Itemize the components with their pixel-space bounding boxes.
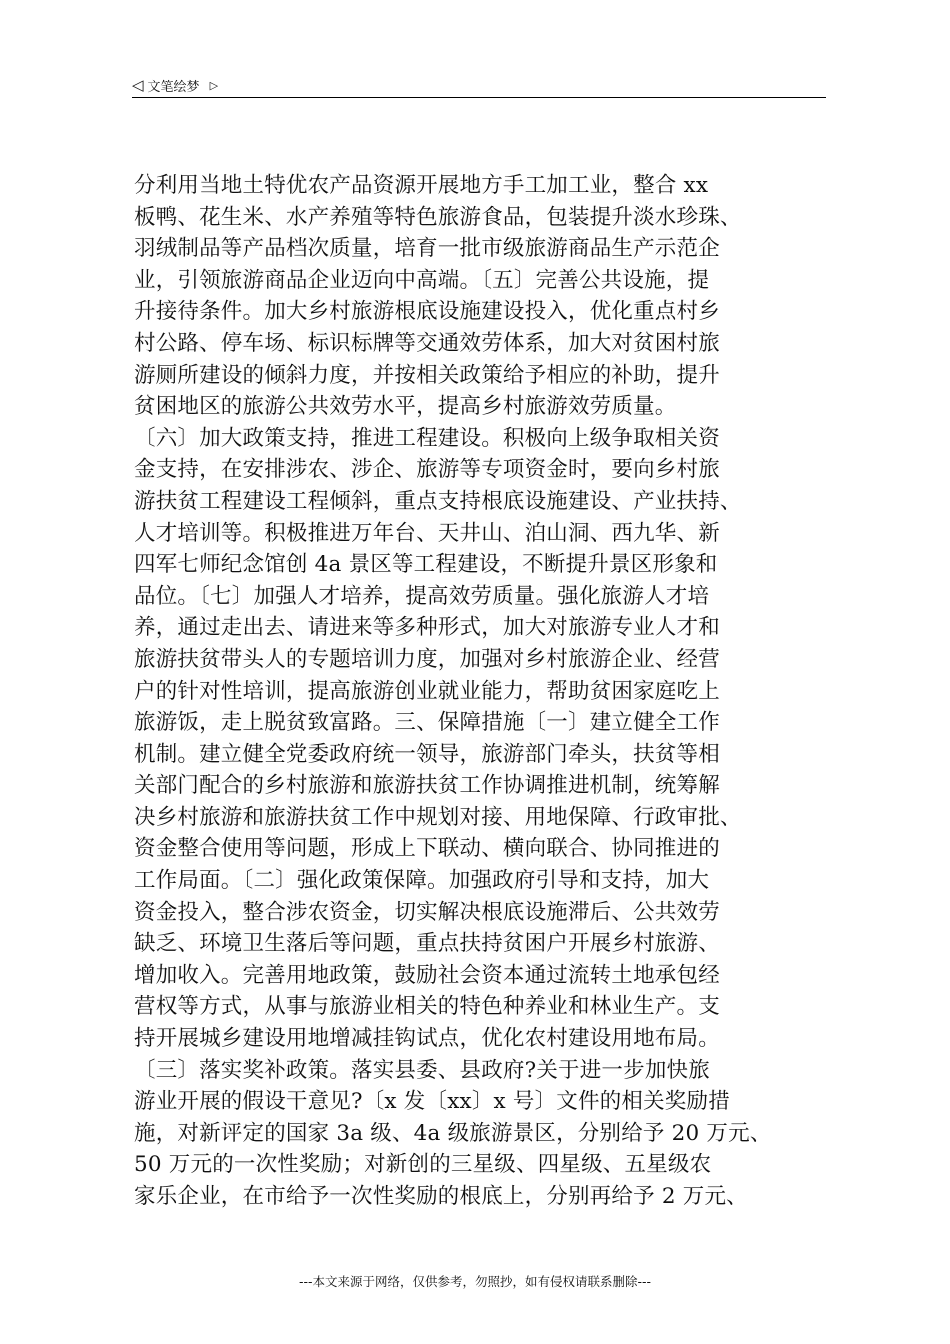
text-line: 关部门配合的乡村旅游和旅游扶贫工作协调推进机制，统筹解	[134, 773, 720, 799]
text-line: 养，通过走出去、请进来等多种形式，加大对旅游专业人才和	[134, 615, 720, 641]
text-line: 缺乏、环境卫生落后等问题，重点扶持贫困户开展乡村旅游、	[134, 931, 720, 957]
text-line: 户的针对性培训，提高旅游创业就业能力，帮助贫困家庭吃上	[134, 678, 720, 704]
text-line: 游业开展的假设干意见?〔x 发〔xx〕x 号〕文件的相关奖励措	[134, 1089, 730, 1115]
source-disclaimer: ---本文来源于网络，仅供参考，勿照抄，如有侵权请联系删除---	[298, 1274, 652, 1289]
text-line: 增加收入。完善用地政策，鼓励社会资本通过流转土地承包经	[134, 962, 720, 988]
text-line: 羽绒制品等产品档次质量，培育一批市级旅游商品生产示范企	[134, 236, 720, 262]
text-line: 〔六〕加大政策支持，推进工程建设。积极向上级争取相关资	[134, 425, 720, 451]
page-header	[132, 74, 826, 96]
text-line: 家乐企业，在市给予一次性奖励的根底上，分别再给予 2 万元、	[134, 1184, 748, 1209]
text-line: 业，引领旅游商品企业迈向中高端。〔五〕完善公共设施，提	[134, 267, 710, 293]
text-line: 资金投入，整合涉农资金，切实解决根底设施滞后、公共效劳	[134, 899, 720, 925]
document-body	[134, 170, 834, 1213]
text-line: 旅游饭，走上脱贫致富路。三、保障措施〔一〕建立健全工作	[134, 710, 720, 736]
text-line: 游扶贫工程建设工程倾斜，重点支持根底设施建设、产业扶持、	[134, 488, 742, 514]
text-line: 人才培训等。积极推进万年台、天井山、泊山洞、西九华、新	[134, 520, 720, 546]
text-line: 50 万元的一次性奖励；对新创的三星级、四星级、五星级农	[134, 1152, 712, 1178]
header-brand: 文笔绘梦	[147, 79, 200, 95]
text-line: 游厕所建设的倾斜力度，并按相关政策给予相应的补助，提升	[134, 362, 720, 388]
text-line: 持开展城乡建设用地增减挂钩试点，优化农村建设用地布局。	[134, 1026, 720, 1052]
text-line: 〔三〕落实奖补政策。落实县委、县政府?关于进一步加快旅	[134, 1057, 710, 1083]
text-line: 板鸭、花生米、水产养殖等特色旅游食品，包装提升淡水珍珠、	[134, 204, 742, 230]
text-line: 决乡村旅游和旅游扶贫工作中规划对接、用地保障、行政审批、	[134, 804, 742, 830]
text-line: 施，对新评定的国家 3a 级、4a 级旅游景区，分别给予 20 万元、	[134, 1120, 772, 1146]
text-line: 四军七师纪念馆创 4a 景区等工程建设，不断提升景区形象和	[134, 552, 718, 578]
text-line: 品位。〔七〕加强人才培养，提高效劳质量。强化旅游人才培	[134, 583, 710, 609]
triangle-left-icon: ◁	[132, 75, 144, 94]
text-line: 工作局面。〔二〕强化政策保障。加强政府引导和支持，加大	[134, 868, 710, 894]
text-line: 金支持，在安排涉农、涉企、旅游等专项资金时，要向乡村旅	[134, 457, 720, 483]
text-line: 资金整合使用等问题，形成上下联动、横向联合、协同推进的	[134, 836, 720, 862]
header-divider	[132, 97, 826, 98]
text-line: 机制。建立健全党委政府统一领导，旅游部门牵头，扶贫等相	[134, 741, 720, 767]
text-line: 营权等方式，从事与旅游业相关的特色种养业和林业生产。支	[134, 994, 720, 1020]
text-line: 分利用当地土特优农产品资源开展地方手工加工业，整合 xx	[134, 173, 709, 198]
triangle-right-icon: ▷	[209, 78, 219, 92]
text-line: 升接待条件。加大乡村旅游根底设施建设投入，优化重点村乡	[134, 299, 720, 325]
text-line: 旅游扶贫带头人的专题培训力度，加强对乡村旅游企业、经营	[134, 646, 720, 672]
text-line: 贫困地区的旅游公共效劳水平，提高乡村旅游效劳质量。	[134, 394, 677, 420]
text-line: 村公路、停车场、标识标牌等交通效劳体系，加大对贫困村旅	[134, 330, 720, 356]
